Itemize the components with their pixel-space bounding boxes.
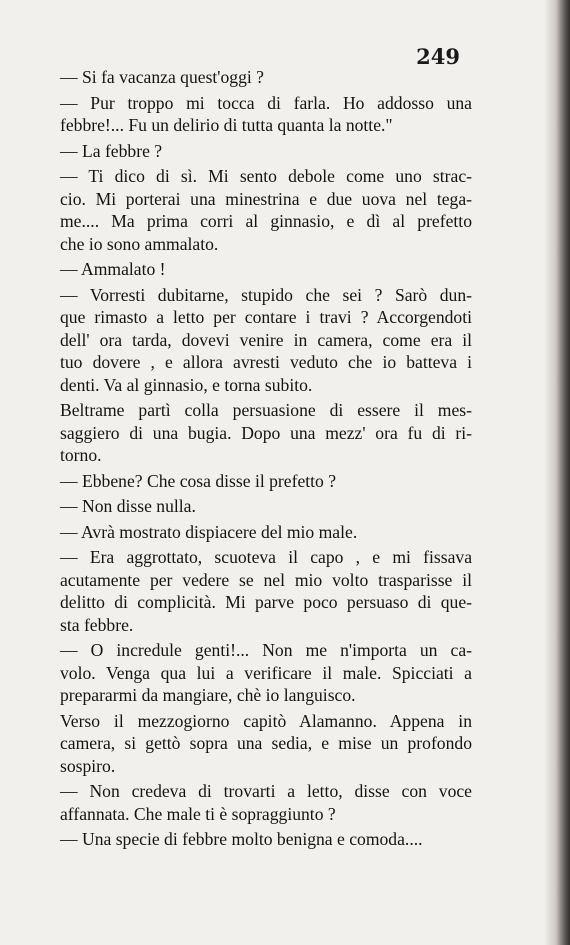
text-line: — Una specie di febbre molto benigna e comoda.... bbox=[60, 829, 423, 849]
text-line: — Non disse nulla. bbox=[60, 496, 196, 516]
text-line: sta febbre. bbox=[60, 614, 134, 635]
text-line: affannata. Che male ti è sopraggiunto ? bbox=[60, 803, 336, 824]
text-line: — O incredule genti!... Non me n'importa un ca- bbox=[60, 640, 472, 660]
text-line: dell' ora tarda, dovevi venire in camera, come era il bbox=[60, 329, 472, 350]
text-line: torno. bbox=[60, 445, 102, 465]
page-number: 249 bbox=[416, 44, 460, 69]
text-line: Verso il mezzogiorno capitò Alamanno. Appena in bbox=[60, 710, 472, 731]
text-line: tuo dovere , e allora avresti veduto che io batteva i bbox=[60, 352, 472, 372]
text-line: cio. Mi porterai una minestrina e due uova nel tega- bbox=[60, 188, 472, 209]
text-line: sospiro. bbox=[60, 755, 116, 776]
text-line: prepararmi da mangiare, chè io languisco. bbox=[60, 685, 356, 705]
text-line: — Si fa vacanza quest'oggi ? bbox=[60, 67, 264, 87]
text-line: — Avrà mostrato dispiacere del mio male. bbox=[60, 521, 358, 542]
page-edge-shadow bbox=[544, 0, 570, 945]
text-line: — Ti dico di sì. Mi sento debole come uno strac- bbox=[60, 166, 472, 186]
text-line: — Pur troppo mi tocca di farla. Ho addosso una bbox=[60, 92, 472, 113]
text-line: camera, si gettò sopra una sedia, e mise un profondo bbox=[60, 733, 472, 753]
text-line: delitto di complicità. Mi parve poco persuaso di que- bbox=[60, 592, 472, 612]
body-text bbox=[60, 66, 472, 851]
text-line: — Era aggrottato, scuoteva il capo , e mi fissava bbox=[60, 547, 472, 567]
text-line: denti. Va al ginnasio, e torna subito. bbox=[60, 374, 313, 395]
text-line: — Vorresti dubitarne, stupido che sei ? Sarò dun- bbox=[60, 284, 472, 305]
text-line: que rimasto a letto per contare i travi ? Accorgendoti bbox=[60, 307, 472, 327]
text-line: febbre!... Fu un delirio di tutta quanta la notte." bbox=[60, 115, 393, 135]
text-line: acutamente per vedere se nel mio volto trasparisse il bbox=[60, 569, 472, 590]
text-line: che io sono ammalato. bbox=[60, 233, 219, 254]
text-line: — La febbre ? bbox=[60, 140, 163, 161]
text-line: — Ebbene? Che cosa disse il prefetto ? bbox=[60, 470, 337, 491]
text-line: — Ammalato ! bbox=[60, 259, 166, 279]
text-line: me.... Ma prima corri al ginnasio, e dì al prefetto bbox=[60, 211, 472, 231]
text-line: volo. Venga qua lui a verificare il male. Spicciati a bbox=[60, 662, 472, 683]
text-line: saggiero di una bugia. Dopo una mezz' ora fu di ri- bbox=[60, 422, 472, 443]
text-line: — Non credeva di trovarti a letto, disse con voce bbox=[60, 781, 472, 801]
text-line: Beltrame partì colla persuasione di essere il mes- bbox=[60, 400, 472, 420]
